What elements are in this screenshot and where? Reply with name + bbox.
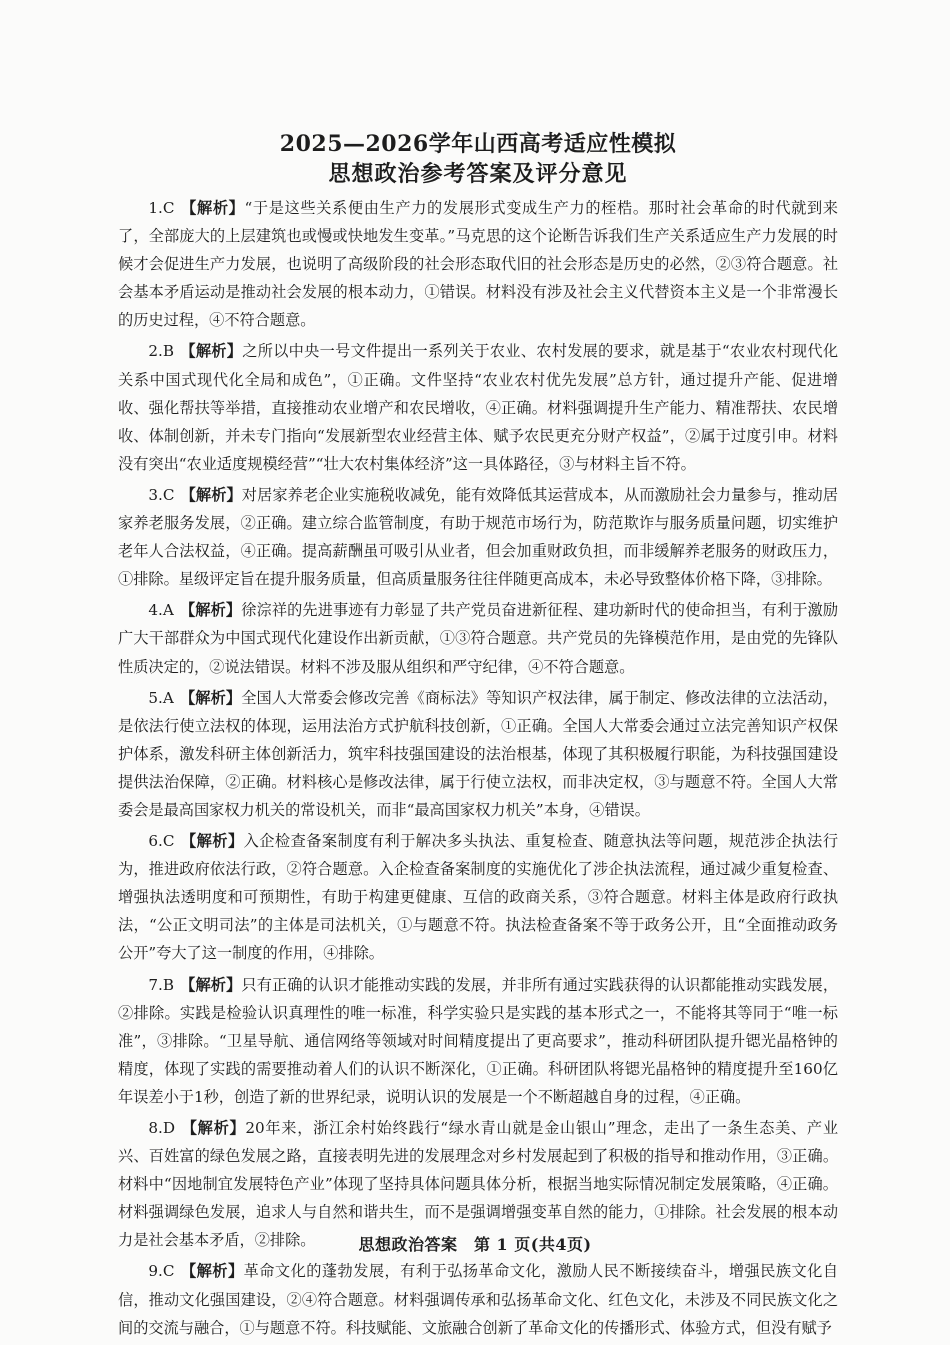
page-footer: 思想政治答案 第 1 页(共4页) <box>358 1235 592 1254</box>
question-number: 3. <box>148 485 163 504</box>
answer-item-7 <box>118 971 838 1111</box>
question-number: 9. <box>148 1262 163 1281</box>
analysis-text: 全国人大常委会修改完善《商标法》等知识产权法律，属于制定、修改法律的立法活动，是依法行使立法权的体现，运用法治方式护航科技创新，①正确。全国人大常委会通过立法完善知识产权保护体系，激发科研主体创新活力，筑牢科技强国建设的法治根基，体现了其积极履行职能，为科技强国建设提供法治保障，②正确。材料核心是修改法律，属于行使立法权，而非决定权，③与题意不符。全国人大常委会是最高国家权力机关的常设机关，而非“最高国家权力机关”本身，④错误。 <box>118 688 839 819</box>
analysis-tag: 【解析】 <box>180 199 245 217</box>
answer-item-6 <box>118 827 838 967</box>
question-number: 2. <box>148 342 163 361</box>
question-number: 7. <box>148 975 163 994</box>
analysis-tag: 【解析】 <box>180 975 242 994</box>
analysis-text: 入企检查备案制度有利于解决多头执法、重复检查、随意执法等问题，规范涉企执法行为，推进政府依法行政，②符合题意。入企检查备案制度的实施优化了涉企执法流程，通过减少重复检查、增强执法透明度和可预期性，有助于构建更健康、互信的政商关系，③符合题意。材料主体是政府行政执法，“公正文明司法”的主体是司法机关，①与题意不符。执法检查备案不等于政务公开，且“全面推动政务公开”夸大了这一制度的作用，④排除。 <box>118 832 839 963</box>
answer-item-5 <box>118 684 838 824</box>
answer-option: D <box>162 1119 176 1137</box>
analysis-tag: 【解析】 <box>180 832 244 851</box>
answer-option: A <box>162 601 174 620</box>
document-subtitle: 思想政治参考答案及评分意见 <box>328 161 628 187</box>
answer-option: C <box>162 832 175 851</box>
analysis-tag: 【解析】 <box>180 485 242 504</box>
analysis-text: “于是这些关系便由生产力的发展形式变成生产力的桎梏。那时社会革命的时代就到来了，全部庞大的上层建筑也或慢或快地发生变革。”马克思的这个论断告诉我们生产关系适应生产力发展的时候才会促进生产力发展，也说明了高级阶段的社会形态取代旧的社会形态是历史的必然，②③符合题意。社会基本矛盾运动是推动社会发展的根本动力，①错误。材料没有涉及社会主义代替资本主义是一个非常漫长的历史过程，④不符合题意。 <box>118 199 838 330</box>
analysis-tag: 【解析】 <box>179 601 242 620</box>
answer-item-1 <box>118 194 838 334</box>
answer-item-4 <box>118 596 838 680</box>
analysis-text: 革命文化的蓬勃发展，有利于弘扬革命文化，激励人民不断接续奋斗，增强民族文化自信，推动文化强国建设，②④符合题意。材料强调传承和弘扬革命文化、红色文化，未涉及不同民族文化之间的交流与融合，①与题意不符。科技赋能、文旅融合创新了革命文化的传播形式、体验方式，但没有赋予 <box>118 1262 839 1337</box>
question-number: 8. <box>148 1119 163 1137</box>
analysis-text: 20年来，浙江余村始终践行“绿水青山就是金山银山”理念，走出了一条生态美、产业兴、百姓富的绿色发展之路，直接表明先进的发展理念对乡村发展起到了积极的指导和推动作用，③正确。材料中“因地制宜发展特色产业”体现了坚持具体问题具体分析，根据当地实际情况制定发展策略，④正确。材料强调绿色发展，追求人与自然和谐共生，而不是强调增强变革自然的能力，①排除。社会发展的根本动力是社会基本矛盾，②排除。 <box>118 1119 838 1250</box>
analysis-tag: 【解析】 <box>180 1262 244 1281</box>
analysis-tag: 【解析】 <box>181 1119 246 1137</box>
analysis-text: 徐淙祥的先进事迹有力彰显了共产党员奋进新征程、建功新时代的使命担当，有利于激励广大干部群众为中国式现代化建设作出新贡献，①③符合题意。共产党员的先锋模范作用，是由党的先锋队性质决定的，②说法错误。材料不涉及服从组织和严守纪律，④不符合题意。 <box>118 601 839 676</box>
question-number: 1. <box>148 199 163 217</box>
answer-option: C <box>162 485 175 504</box>
analysis-tag: 【解析】 <box>179 688 242 707</box>
analysis-text: 只有正确的认识才能推动实践的发展，并非所有通过实践获得的认识都能推动实践发展，②排除。实践是检验认识真理性的唯一标准，科学实验只是实践的基本形式之一，不能将其等同于“唯一标准”，③排除。“卫星导航、通信网络等领域对时间精度提出了更高要求”，推动科研团队提升锶光晶格钟的精度，体现了实践的需要推动着人们的认识不断深化，①正确。科研团队将锶光晶格钟的精度提升至160亿年误差小于1秒，创造了新的世界纪录，说明认识的发展是一个不断超越自身的过程，④正确。 <box>118 975 839 1106</box>
answer-option: B <box>162 342 175 361</box>
question-number: 6. <box>148 832 163 851</box>
question-number: 4. <box>148 601 163 620</box>
answer-option: A <box>162 688 174 707</box>
answer-item-3 <box>118 481 838 593</box>
analysis-text: 之所以中央一号文件提出一系列关于农业、农村发展的要求，就是基于“农业农村现代化关系中国式现代化全局和成色”，①正确。文件坚持“农业农村优先发展”总方针，通过提升产能、促进增收、强化帮扶等举措，直接推动农业增产和农民增收，④正确。材料强调提升生产能力、精准帮扶、农民增收、体制创新，并未专门指向“发展新型农业经营主体、赋予农民更充分财产权益”，②属于过度引申。材料没有突出“农业适度规模经营”“壮大农村集体经济”这一具体路径，③与材料主旨不符。 <box>118 342 839 473</box>
answer-option: C <box>162 199 175 217</box>
answer-option: C <box>162 1262 175 1281</box>
answer-option: B <box>162 975 175 994</box>
document-title: 2025—2026学年山西高考适应性模拟 <box>279 131 677 157</box>
analysis-text: 对居家养老企业实施税收减免，能有效降低其运营成本，从而激励社会力量参与，推动居家养老服务发展，②正确。建立综合监管制度，有助于规范市场行为，防范欺诈与服务质量问题，切实维护老年人合法权益，④正确。提高薪酬虽可吸引从业者，但会加重财政负担，而非缓解养老服务的财政压力，①排除。星级评定旨在提升服务质量，但高质量服务往往伴随更高成本，未必导致整体价格下降，③排除。 <box>118 485 839 589</box>
question-number: 5. <box>148 688 163 707</box>
answer-item-2 <box>118 337 838 477</box>
analysis-tag: 【解析】 <box>180 342 243 361</box>
answer-item-9 <box>118 1257 838 1341</box>
